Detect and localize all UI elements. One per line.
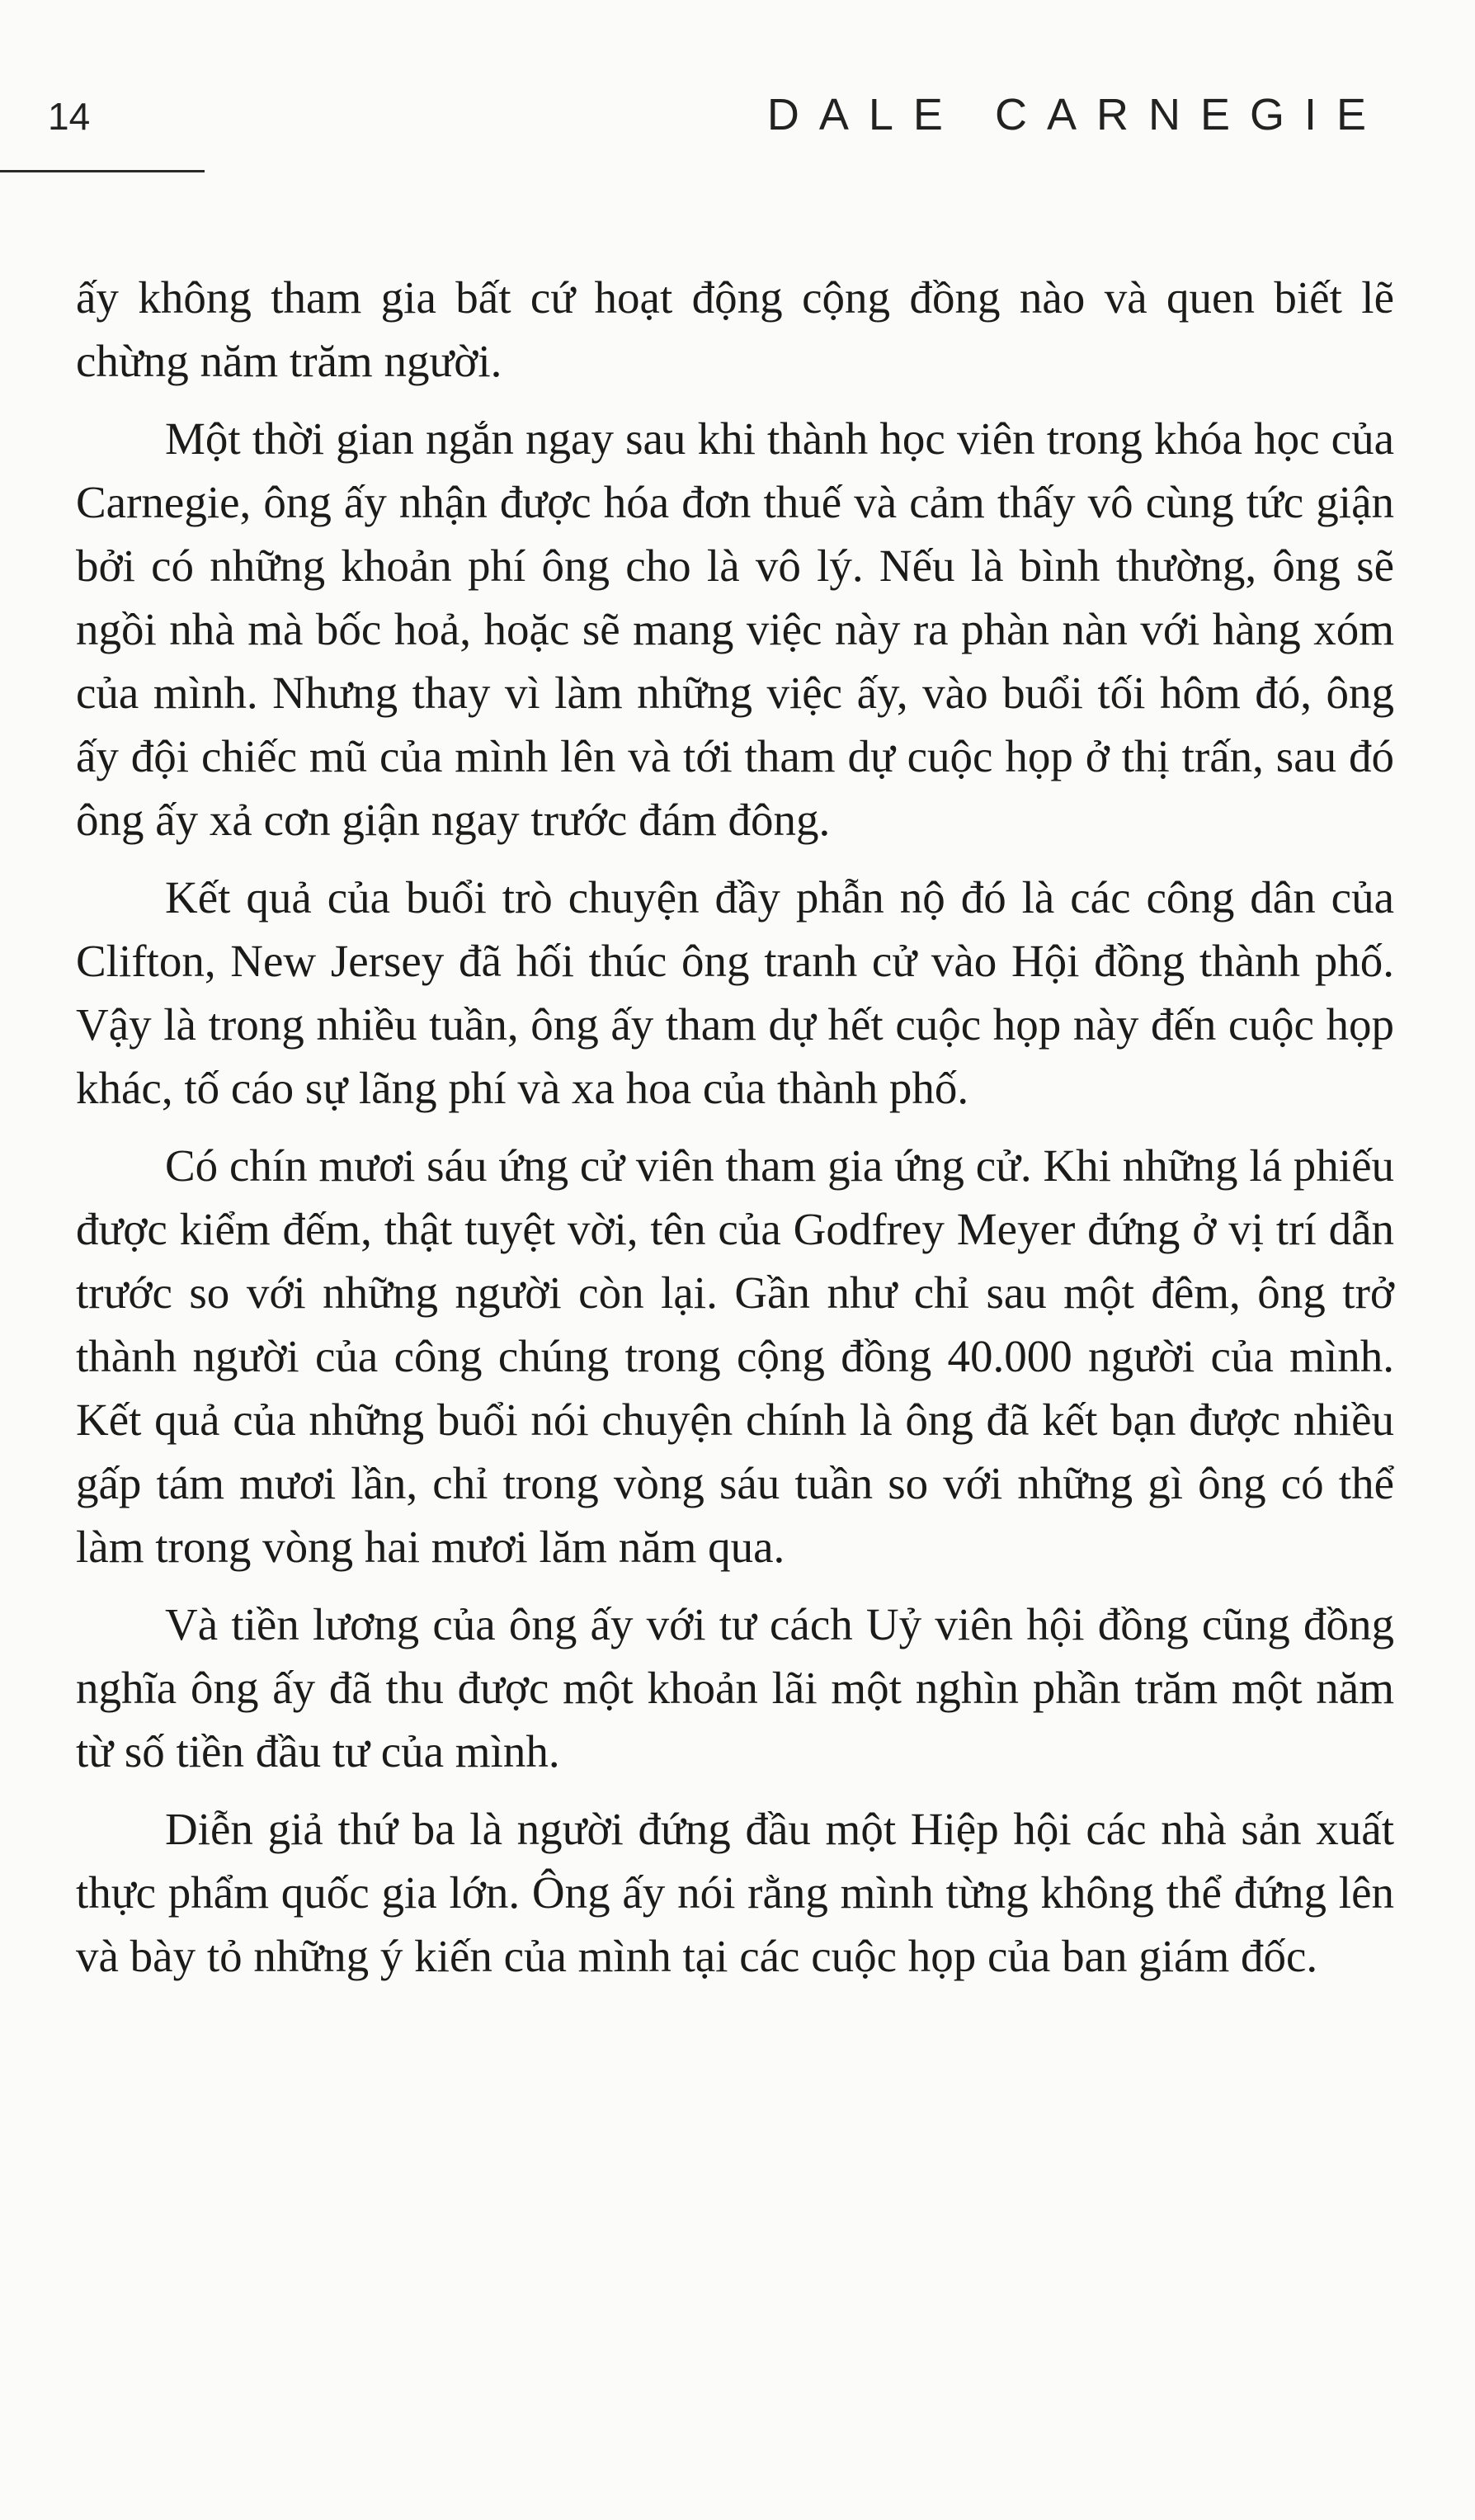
paragraph-6: Diễn giả thứ ba là người đứng đầu một Hiệp hội các nhà sản xuất thực phẩm quốc gia lớn. Ông ấy nói rằng mình từng không thể đứng lên và bày tỏ những ý kiến của mình tại các cuộc họp của ban giám đốc.: [76, 1804, 1394, 1981]
paragraph-4: Có chín mươi sáu ứng cử viên tham gia ứng cử. Khi những lá phiếu được kiểm đếm, thật tuyệt vời, tên của Godfrey Meyer đứng ở vị trí dẫn trước so với những người còn lại. Gần như chỉ sau một đêm, ông trở thành người của công chúng trong cộng đồng 40.000 người của mình. Kết quả của những buổi nói chuyện chính là ông đã kết bạn được nhiều gấp tám mươi lần, chỉ trong vòng sáu tuần so với những gì ông có thể làm trong vòng hai mươi lăm năm qua.: [76, 1140, 1394, 1572]
paragraph-2: Một thời gian ngắn ngay sau khi thành học viên trong khóa học của Carnegie, ông ấy nhận được hóa đơn thuế và cảm thấy vô cùng tức giận bởi có những khoản phí ông cho là vô lý. Nếu là bình thường, ông sẽ ngồi nhà mà bốc hoả, hoặc sẽ mang việc này ra phàn nàn với hàng xóm của mình. Nhưng thay vì làm những việc ấy, vào buổi tối hôm đó, ông ấy đội chiếc mũ của mình lên và tới tham dự cuộc họp ở thị trấn, sau đó ông ấy xả cơn giận ngay trước đám đông.: [76, 413, 1394, 845]
page-number: 14: [48, 95, 91, 138]
paragraph-5: Và tiền lương của ông ấy với tư cách Uỷ viên hội đồng cũng đồng nghĩa ông ấy đã thu được một khoản lãi một nghìn phần trăm một năm từ số tiền đầu tư của mình.: [76, 1599, 1394, 1777]
paragraph-3: Kết quả của buổi trò chuyện đầy phẫn nộ đó là các công dân của Clifton, New Jersey đã hối thúc ông tranh cử vào Hội đồng thành phố. Vậy là trong nhiều tuần, ông ấy tham dự hết cuộc họp này đến cuộc họp khác, tố cáo sự lãng phí và xa hoa của thành phố.: [76, 872, 1394, 1113]
header-rule: [0, 170, 205, 172]
running-head: DALE CARNEGIE: [766, 90, 1386, 139]
body-text: [76, 266, 1394, 2002]
paragraph-1: ấy không tham gia bất cứ hoạt động cộng đồng nào và quen biết lẽ chừng năm trăm người.: [76, 272, 1394, 386]
